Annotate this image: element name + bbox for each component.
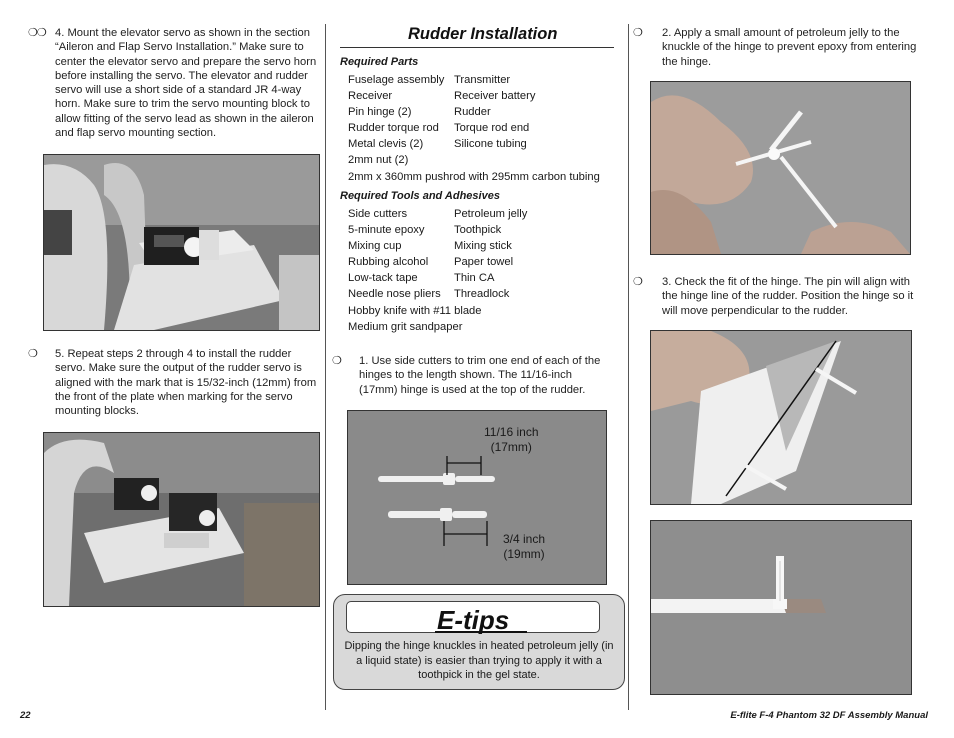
parts-item: 2mm nut (2)	[348, 154, 409, 167]
step-r2-text: 2. Apply a small amount of petroleum jelly to the knuckle of the hinge to prevent epoxy from entering the hinge.	[662, 27, 917, 68]
tools-item: Mixing stick	[454, 240, 512, 253]
parts-item: Silicone tubing	[454, 138, 527, 151]
etips-text: Dipping the hinge knuckles in heated petroleum jelly (in a liquid state) is easier than trying to apply it with a toothpick in the gel state.	[344, 640, 614, 681]
tools-row	[348, 206, 527, 222]
required-parts-heading: Required Parts	[340, 56, 419, 68]
tools-row	[348, 303, 527, 319]
tools-row	[348, 222, 527, 238]
checkbox-icon: ❍	[332, 355, 341, 367]
step-5	[28, 347, 320, 418]
column-divider-1	[325, 24, 326, 710]
parts-row	[348, 104, 600, 120]
checkbox-icon: ❍	[633, 276, 642, 288]
parts-item: Receiver battery	[454, 90, 536, 103]
tools-item: Rubbing alcohol	[348, 256, 429, 269]
tools-item: Side cutters	[348, 208, 408, 220]
parts-item: Metal clevis (2)	[348, 138, 424, 151]
tools-heading: Required Tools and Adhesives	[340, 190, 500, 202]
tools-item: Paper towel	[454, 256, 514, 269]
tools-item: Petroleum jelly	[454, 208, 528, 220]
petroleum-jelly-photo	[650, 81, 911, 255]
etips-logo-text: E-tips	[437, 606, 510, 634]
tools-item: Needle nose pliers	[348, 288, 441, 301]
parts-row	[348, 169, 600, 185]
step-4	[28, 26, 320, 140]
short-hinge-label: 11/16 inch (17mm)	[484, 425, 539, 454]
tools-item: Medium grit sandpaper	[348, 320, 463, 333]
tools-item: Mixing cup	[348, 240, 402, 253]
step-r2	[633, 26, 928, 69]
parts-item: Receiver	[348, 90, 393, 103]
tools-row	[348, 319, 527, 335]
manual-title: E-flite F-4 Phantom 32 DF Assembly Manual	[730, 710, 928, 721]
tools-row	[348, 254, 527, 270]
etips-logo	[435, 606, 531, 639]
tools-list	[348, 206, 527, 335]
hinge-length-photo	[347, 410, 607, 585]
parts-row	[348, 152, 600, 168]
checkbox-double-icon: ❍❍	[28, 27, 46, 39]
hinge-installed-photo	[650, 520, 912, 695]
parts-item: Torque rod end	[454, 122, 530, 135]
section-rule	[340, 47, 614, 48]
parts-row	[348, 120, 600, 136]
parts-item: Rudder torque rod	[348, 122, 439, 135]
column-divider-2	[628, 24, 629, 710]
step-r3	[633, 275, 928, 318]
parts-item: Transmitter	[454, 74, 511, 86]
tools-item: 5-minute epoxy	[348, 224, 425, 237]
step-r1-text: 1. Use side cutters to trim one end of each of the hinges to the length shown. The 11/16-inch (17mm) hinge is used at the top of the rudder.	[359, 355, 601, 396]
tools-row	[348, 238, 527, 254]
step-4-text: 4. Mount the elevator servo as shown in the section “Aileron and Flap Servo Installation.” Make sure to center the elevator servo and prepare the servo horn before installing the servo. The elevator and rudder servo will use a short side of a standard JR 4-way horn. Make sure to trim the servo mounting block to allow fitting of the servo lead as shown in the aileron and flap servo mounting section.	[55, 27, 317, 140]
parts-item: Fuselage assembly	[348, 74, 445, 86]
required-parts-list	[348, 72, 600, 185]
long-hinge-label: 3/4 inch (19mm)	[503, 532, 546, 561]
tools-row	[348, 270, 527, 286]
etips-box	[333, 594, 625, 690]
tools-item: Thin CA	[454, 272, 495, 285]
step-r1	[332, 354, 608, 397]
tools-row	[348, 286, 527, 302]
tools-item: Threadlock	[454, 288, 510, 301]
tools-item: Hobby knife with #11 blade	[348, 304, 482, 317]
checkbox-icon: ❍	[633, 27, 642, 39]
parts-item: Pin hinge (2)	[348, 106, 412, 119]
parts-item: Rudder	[454, 106, 491, 119]
tools-item: Toothpick	[454, 224, 502, 237]
elevator-servo-photo	[43, 154, 320, 331]
rudder-servo-photo	[43, 432, 320, 607]
page-number: 22	[20, 710, 31, 721]
section-title: Rudder Installation	[408, 25, 558, 43]
parts-row	[348, 136, 600, 152]
parts-item: 2mm x 360mm pushrod with 295mm carbon tubing	[348, 170, 600, 183]
etips-banner	[346, 601, 600, 633]
tools-item: Low-tack tape	[348, 272, 418, 285]
parts-row	[348, 88, 600, 104]
checkbox-icon: ❍	[28, 348, 37, 360]
step-r3-text: 3. Check the fit of the hinge. The pin will align with the hinge line of the rudder. Position the hinge so it will move perpendicular to the rudder.	[662, 276, 914, 317]
step-5-text: 5. Repeat steps 2 through 4 to install the rudder servo. Make sure the output of the rudder servo is aligned with the mark that is 15/32-inch (12mm) from the front of the plate when marking for the servo mounting blocks.	[55, 348, 317, 418]
hinge-fit-photo	[650, 330, 912, 505]
parts-row	[348, 72, 600, 88]
